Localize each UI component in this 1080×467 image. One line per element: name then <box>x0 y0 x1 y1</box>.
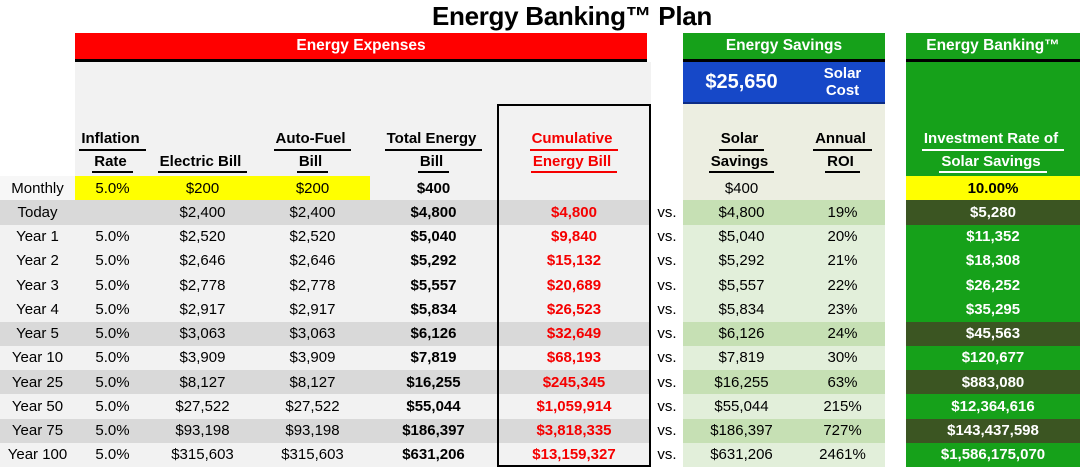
vs-label: vs. <box>657 422 677 440</box>
banking-column-header-line2: Solar Savings <box>939 152 1046 174</box>
cell-cumulative-energy-bill: $1,059,914 <box>497 394 651 418</box>
cell-solar-savings: $5,040 <box>683 225 800 249</box>
vs-label: vs. <box>657 397 677 415</box>
cell-banking-value: 10.00% <box>906 176 1080 200</box>
column-header-inflation-rate <box>75 104 150 176</box>
header-line: Energy Bill <box>531 152 617 174</box>
cell-annual-roi: 30% <box>800 346 885 370</box>
header-line: Cumulative <box>530 129 619 151</box>
cell-total-energy-bill: $5,292 <box>370 249 497 273</box>
column-gap <box>885 322 906 346</box>
cell-banking-value: $143,437,598 <box>906 419 1080 443</box>
cell-inflation-rate: 5.0% <box>75 249 150 273</box>
row-label: Year 3 <box>0 273 75 297</box>
cell-cumulative-energy-bill: $68,193 <box>497 346 651 370</box>
cell-annual-roi: 2461% <box>800 443 885 467</box>
cell-cumulative-energy-bill: $4,800 <box>497 200 651 224</box>
column-header-electric-bill <box>150 104 255 176</box>
header-line: Bill <box>297 152 328 174</box>
cell-cumulative-energy-bill: $32,649 <box>497 322 651 346</box>
column-header-solar-savings <box>683 104 800 176</box>
cell-cumulative-energy-bill: $9,840 <box>497 225 651 249</box>
cell-total-energy-bill: $5,040 <box>370 225 497 249</box>
table-row <box>0 200 1080 224</box>
vs-label: vs. <box>657 446 677 464</box>
row-label: Year 100 <box>0 443 75 467</box>
cell-electric-bill: $200 <box>150 176 255 200</box>
cell-cumulative-energy-bill: $15,132 <box>497 249 651 273</box>
cell-inflation-rate: 5.0% <box>75 346 150 370</box>
column-gap <box>885 346 906 370</box>
cell-autofuel-bill: $2,778 <box>255 273 370 297</box>
table-row <box>0 394 1080 418</box>
cell-cumulative-energy-bill: $26,523 <box>497 297 651 321</box>
cell-inflation-rate: 5.0% <box>75 297 150 321</box>
column-gap <box>885 370 906 394</box>
header-line: Savings <box>709 152 775 174</box>
cell-banking-value: $12,364,616 <box>906 394 1080 418</box>
column-gap <box>885 200 906 224</box>
row-label: Today <box>0 200 75 224</box>
cell-electric-bill: $3,909 <box>150 346 255 370</box>
cell-solar-savings: $5,557 <box>683 273 800 297</box>
cell-inflation-rate: 5.0% <box>75 419 150 443</box>
solar-cost-box <box>683 62 885 104</box>
cell-inflation-rate: 5.0% <box>75 225 150 249</box>
cell-cumulative-energy-bill: $245,345 <box>497 370 651 394</box>
cell-solar-savings: $631,206 <box>683 443 800 467</box>
cell-annual-roi: 20% <box>800 225 885 249</box>
vs-label: vs. <box>657 276 677 294</box>
row-label: Year 10 <box>0 346 75 370</box>
vs-label: vs. <box>657 349 677 367</box>
cell-autofuel-bill: $2,520 <box>255 225 370 249</box>
cell-electric-bill: $8,127 <box>150 370 255 394</box>
cell-autofuel-bill: $3,909 <box>255 346 370 370</box>
header-line: Total Energy <box>385 129 483 151</box>
table-row <box>0 249 1080 273</box>
cell-banking-value: $45,563 <box>906 322 1080 346</box>
section-header-energy-banking: Energy Banking™ <box>906 33 1080 62</box>
cell-total-energy-bill: $55,044 <box>370 394 497 418</box>
cell-solar-savings: $5,834 <box>683 297 800 321</box>
solar-cost-label <box>800 62 885 102</box>
vs-label: vs. <box>657 252 677 270</box>
cell-annual-roi: 21% <box>800 249 885 273</box>
cell-annual-roi <box>800 176 885 200</box>
cell-total-energy-bill: $5,834 <box>370 297 497 321</box>
cell-banking-value: $883,080 <box>906 370 1080 394</box>
vs-label: vs. <box>657 300 677 318</box>
cell-electric-bill: $2,778 <box>150 273 255 297</box>
cell-annual-roi: 22% <box>800 273 885 297</box>
cell-electric-bill: $315,603 <box>150 443 255 467</box>
column-gap <box>885 249 906 273</box>
cell-electric-bill: $27,522 <box>150 394 255 418</box>
header-line: Electric Bill <box>158 152 248 174</box>
banking-column-header-line1: Investment Rate of <box>922 129 1064 151</box>
cell-autofuel-bill: $200 <box>255 176 370 200</box>
cell-total-energy-bill: $5,557 <box>370 273 497 297</box>
cell-solar-savings: $186,397 <box>683 419 800 443</box>
solar-cost-label-line2: Cost <box>825 82 860 99</box>
row-label: Year 50 <box>0 394 75 418</box>
cell-inflation-rate: 5.0% <box>75 322 150 346</box>
cell-electric-bill: $2,646 <box>150 249 255 273</box>
cell-total-energy-bill: $16,255 <box>370 370 497 394</box>
section-header-energy-savings: Energy Savings <box>683 33 885 62</box>
cell-banking-value: $35,295 <box>906 297 1080 321</box>
banking-header-area <box>906 62 1080 176</box>
cell-annual-roi: 23% <box>800 297 885 321</box>
cell-solar-savings: $5,292 <box>683 249 800 273</box>
table-row <box>0 273 1080 297</box>
column-gap <box>885 297 906 321</box>
vs-label <box>651 176 683 200</box>
cell-total-energy-bill: $186,397 <box>370 419 497 443</box>
cell-autofuel-bill: $3,063 <box>255 322 370 346</box>
page-title: Energy Banking™ Plan <box>431 1 713 31</box>
vs-label: vs. <box>657 228 677 246</box>
row-label: Year 1 <box>0 225 75 249</box>
vs-label: vs. <box>657 203 677 221</box>
table-row <box>0 443 1080 467</box>
cell-electric-bill: $93,198 <box>150 419 255 443</box>
table-row <box>0 297 1080 321</box>
cell-autofuel-bill: $2,646 <box>255 249 370 273</box>
cell-banking-value: $120,677 <box>906 346 1080 370</box>
cell-solar-savings: $55,044 <box>683 394 800 418</box>
cell-autofuel-bill: $93,198 <box>255 419 370 443</box>
column-header-annual-roi <box>800 104 885 176</box>
cell-annual-roi: 19% <box>800 200 885 224</box>
cell-autofuel-bill: $315,603 <box>255 443 370 467</box>
cell-annual-roi: 24% <box>800 322 885 346</box>
cell-autofuel-bill: $2,917 <box>255 297 370 321</box>
table-body <box>0 176 1080 467</box>
cell-banking-value: $1,586,175,070 <box>906 443 1080 467</box>
cell-cumulative-energy-bill: $20,689 <box>497 273 651 297</box>
cell-annual-roi: 215% <box>800 394 885 418</box>
row-label: Year 75 <box>0 419 75 443</box>
table-row <box>0 419 1080 443</box>
cell-inflation-rate: 5.0% <box>75 443 150 467</box>
solar-cost-value: $25,650 <box>705 70 778 93</box>
cell-cumulative-energy-bill: $3,818,335 <box>497 419 651 443</box>
cell-electric-bill: $2,520 <box>150 225 255 249</box>
cell-total-energy-bill: $7,819 <box>370 346 497 370</box>
header-line: Rate <box>92 152 133 174</box>
cell-autofuel-bill: $8,127 <box>255 370 370 394</box>
table-row <box>0 346 1080 370</box>
cell-inflation-rate <box>75 200 150 224</box>
cell-electric-bill: $2,917 <box>150 297 255 321</box>
cell-solar-savings: $4,800 <box>683 200 800 224</box>
column-gap <box>885 394 906 418</box>
column-gap <box>885 225 906 249</box>
header-line: ROI <box>825 152 860 174</box>
column-gap <box>885 443 906 467</box>
table-row <box>0 370 1080 394</box>
cell-cumulative-energy-bill: $13,159,327 <box>497 443 651 467</box>
solar-cost-label-line1: Solar <box>823 64 862 82</box>
column-gap <box>885 176 906 200</box>
table-row <box>0 176 1080 200</box>
cell-annual-roi: 727% <box>800 419 885 443</box>
row-label: Year 4 <box>0 297 75 321</box>
cell-solar-savings: $400 <box>683 176 800 200</box>
row-label: Year 5 <box>0 322 75 346</box>
section-header-energy-expenses: Energy Expenses <box>75 33 647 62</box>
vs-label: vs. <box>657 373 677 391</box>
row-label: Monthly <box>0 176 75 200</box>
row-label: Year 25 <box>0 370 75 394</box>
table-row <box>0 225 1080 249</box>
vs-label: vs. <box>657 325 677 343</box>
cell-banking-value: $18,308 <box>906 249 1080 273</box>
cell-banking-value: $11,352 <box>906 225 1080 249</box>
cell-solar-savings: $16,255 <box>683 370 800 394</box>
cell-total-energy-bill: $6,126 <box>370 322 497 346</box>
row-label: Year 2 <box>0 249 75 273</box>
table-row <box>0 322 1080 346</box>
header-line: Bill <box>418 152 449 174</box>
header-line: Inflation <box>79 129 145 151</box>
cell-cumulative-energy-bill <box>497 176 651 200</box>
header-line: Annual <box>813 129 872 151</box>
cell-autofuel-bill: $2,400 <box>255 200 370 224</box>
cell-inflation-rate: 5.0% <box>75 370 150 394</box>
cell-total-energy-bill: $400 <box>370 176 497 200</box>
cell-electric-bill: $3,063 <box>150 322 255 346</box>
cell-annual-roi: 63% <box>800 370 885 394</box>
cell-total-energy-bill: $4,800 <box>370 200 497 224</box>
column-header-autofuel-bill <box>255 104 370 176</box>
cell-inflation-rate: 5.0% <box>75 394 150 418</box>
column-gap <box>885 419 906 443</box>
cell-banking-value: $26,252 <box>906 273 1080 297</box>
cell-autofuel-bill: $27,522 <box>255 394 370 418</box>
cell-solar-savings: $6,126 <box>683 322 800 346</box>
cell-solar-savings: $7,819 <box>683 346 800 370</box>
cell-inflation-rate: 5.0% <box>75 176 150 200</box>
column-gap <box>885 273 906 297</box>
cell-banking-value: $5,280 <box>906 200 1080 224</box>
column-header-total-energy-bill <box>370 104 497 176</box>
header-line: Auto-Fuel <box>274 129 352 151</box>
cell-electric-bill: $2,400 <box>150 200 255 224</box>
header-line: Solar <box>719 129 765 151</box>
column-header-cumulative-energy-bill <box>497 104 651 176</box>
cell-total-energy-bill: $631,206 <box>370 443 497 467</box>
cell-inflation-rate: 5.0% <box>75 273 150 297</box>
